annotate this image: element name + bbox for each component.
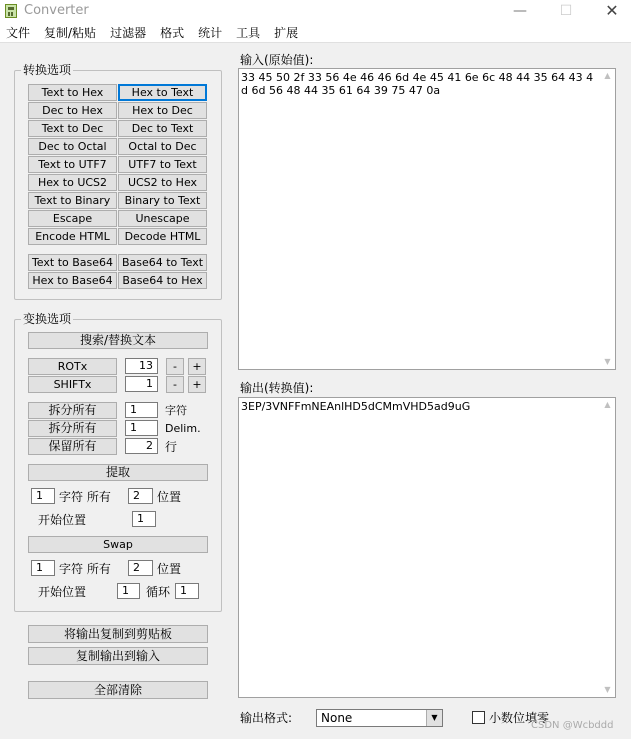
close-button[interactable]: ✕	[605, 1, 619, 20]
scroll-down-icon[interactable]: ▼	[604, 357, 611, 366]
base64-to-hex-button[interactable]: Base64 to Hex	[118, 272, 207, 289]
output-label: 输出(转换值):	[240, 381, 314, 395]
swap-position-field[interactable]: 2	[128, 560, 153, 576]
copy-output-to-clipboard-button[interactable]: 将输出复制到剪贴板	[28, 625, 208, 643]
hex-to-base64-button[interactable]: Hex to Base64	[28, 272, 117, 289]
menu-bar	[0, 23, 631, 43]
ucs2-to-hex-button[interactable]: UCS2 to Hex	[118, 174, 207, 191]
text-to-utf7-button[interactable]: Text to UTF7	[28, 156, 117, 173]
menu-statistics[interactable]: 统计	[198, 25, 223, 40]
shiftx-decrement-button[interactable]: -	[166, 376, 184, 393]
extract-count-field[interactable]: 1	[31, 488, 55, 504]
split-delim-button[interactable]: 拆分所有	[28, 420, 117, 437]
input-textarea[interactable]	[238, 68, 616, 370]
shiftx-value-field[interactable]: 1	[125, 376, 158, 392]
swap-loop-label: 循环	[146, 585, 171, 599]
text-to-dec-button[interactable]: Text to Dec	[28, 120, 117, 137]
decimal-pad-checkbox[interactable]	[472, 711, 485, 724]
output-format-select[interactable]	[316, 709, 443, 727]
hex-to-dec-button[interactable]: Hex to Dec	[118, 102, 207, 119]
swap-count-field[interactable]: 1	[31, 560, 55, 576]
text-to-binary-button[interactable]: Text to Binary	[28, 192, 117, 209]
window-title: Converter	[24, 3, 89, 18]
keep-lines-value-field[interactable]: 2	[125, 438, 158, 454]
extract-position-label: 位置	[157, 490, 182, 504]
scroll-up-icon[interactable]: ▲	[604, 71, 611, 80]
binary-to-text-button[interactable]: Binary to Text	[118, 192, 207, 209]
menu-format[interactable]: 格式	[160, 25, 185, 40]
dec-to-hex-button[interactable]: Dec to Hex	[28, 102, 117, 119]
base64-to-text-button[interactable]: Base64 to Text	[118, 254, 207, 271]
unescape-button[interactable]: Unescape	[118, 210, 207, 227]
swap-count-label: 字符 所有	[59, 562, 111, 576]
split-delim-value-field[interactable]: 1	[125, 420, 158, 436]
input-text: 33 45 50 2f 33 56 4e 46 46 6d 4e 45 41 6e 6c 48 44 35 64 43 4d 6d 56 48 44 35 61 64 39 75 47 0a	[241, 71, 594, 97]
decimal-pad-label: 小数位填零	[489, 711, 550, 725]
maximize-button[interactable]: ☐	[559, 3, 573, 19]
keep-lines-button[interactable]: 保留所有	[28, 438, 117, 455]
menu-copy-paste[interactable]: 复制/粘贴	[44, 25, 97, 40]
title-bar	[0, 0, 631, 23]
copy-output-to-input-button[interactable]: 复制输出到输入	[28, 647, 208, 665]
swap-position-label: 位置	[157, 562, 182, 576]
shiftx-button[interactable]: SHIFTx	[28, 376, 117, 393]
swap-start-field[interactable]: 1	[117, 583, 140, 599]
swap-loop-field[interactable]: 1	[175, 583, 199, 599]
split-delim-unit-label: Delim.	[165, 422, 201, 435]
rotx-button[interactable]: ROTx	[28, 358, 117, 375]
rotx-increment-button[interactable]: +	[188, 358, 206, 375]
octal-to-dec-button[interactable]: Octal to Dec	[118, 138, 207, 155]
scroll-up-icon[interactable]: ▲	[604, 400, 611, 409]
menu-tools[interactable]: 工具	[236, 25, 261, 40]
extract-start-label: 开始位置	[38, 513, 87, 527]
text-to-base64-button[interactable]: Text to Base64	[28, 254, 117, 271]
extract-start-field[interactable]: 1	[132, 511, 156, 527]
rotx-value-field[interactable]: 13	[125, 358, 158, 374]
input-label: 输入(原始值):	[240, 53, 314, 67]
input-scrollbar[interactable]	[600, 69, 615, 369]
split-chars-value-field[interactable]: 1	[125, 402, 158, 418]
extract-count-label: 字符 所有	[59, 490, 111, 504]
dec-to-text-button[interactable]: Dec to Text	[118, 120, 207, 137]
menu-filter[interactable]: 过滤器	[110, 25, 147, 40]
split-chars-unit-label: 字符	[165, 404, 187, 417]
clear-all-button[interactable]: 全部清除	[28, 681, 208, 699]
menu-extensions[interactable]: 扩展	[274, 25, 299, 40]
swap-button[interactable]: Swap	[28, 536, 208, 553]
transform-options-title: 变换选项	[23, 312, 72, 326]
output-format-value: None	[321, 711, 353, 725]
output-format-label: 输出格式:	[240, 711, 293, 725]
decode-html-button[interactable]: Decode HTML	[118, 228, 207, 245]
chevron-down-icon[interactable]: ▼	[426, 710, 442, 726]
scroll-down-icon[interactable]: ▼	[604, 685, 611, 694]
output-textarea[interactable]	[238, 397, 616, 698]
calculator-app-icon	[5, 4, 17, 18]
search-replace-button[interactable]: 搜索/替换文本	[28, 332, 208, 349]
keep-lines-unit-label: 行	[165, 440, 178, 454]
extract-button[interactable]: 提取	[28, 464, 208, 481]
rotx-decrement-button[interactable]: -	[166, 358, 184, 375]
hex-to-ucs2-button[interactable]: Hex to UCS2	[28, 174, 117, 191]
extract-position-field[interactable]: 2	[128, 488, 153, 504]
escape-button[interactable]: Escape	[28, 210, 117, 227]
encode-html-button[interactable]: Encode HTML	[28, 228, 117, 245]
dec-to-octal-button[interactable]: Dec to Octal	[28, 138, 117, 155]
text-to-hex-button[interactable]: Text to Hex	[28, 84, 117, 101]
output-scrollbar[interactable]	[600, 398, 615, 697]
hex-to-text-button[interactable]: Hex to Text	[118, 84, 207, 101]
output-text: 3EP/3VNFFmNEAnlHD5dCMmVHD5ad9uG	[241, 400, 471, 413]
shiftx-increment-button[interactable]: +	[188, 376, 206, 393]
minimize-button[interactable]: —	[513, 3, 527, 19]
watermark-text: CSDN @Wcbddd	[531, 720, 614, 731]
utf7-to-text-button[interactable]: UTF7 to Text	[118, 156, 207, 173]
split-chars-button[interactable]: 拆分所有	[28, 402, 117, 419]
swap-start-label: 开始位置	[38, 585, 87, 599]
convert-options-title: 转换选项	[23, 63, 72, 77]
menu-file[interactable]: 文件	[6, 25, 31, 40]
